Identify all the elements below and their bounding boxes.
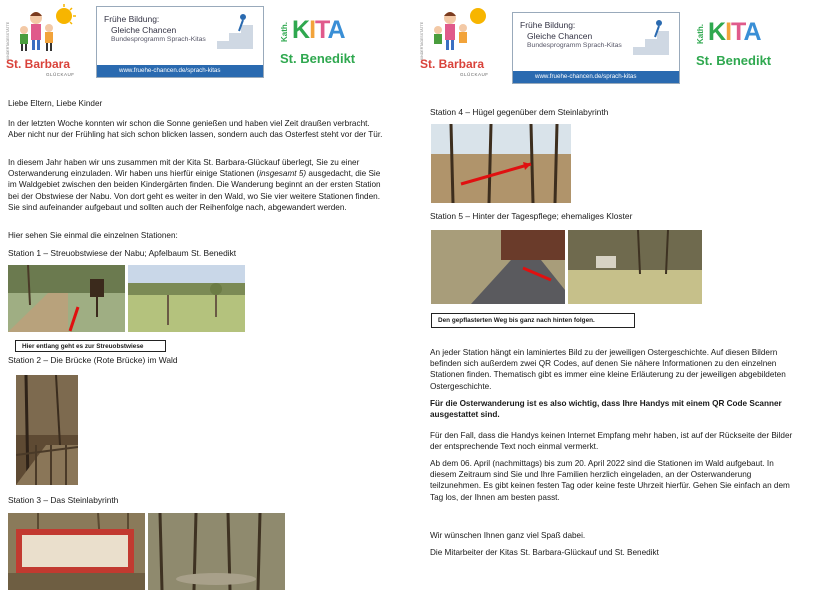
fb-line2: Gleiche Chancen bbox=[111, 25, 177, 35]
kita-name: St. Benedikt bbox=[696, 53, 772, 68]
right-paragraph-2: Für die Osterwanderung ist es also wichtig, dass Ihre Handys mit einem QR Code Scanner ausgestattet sind. bbox=[430, 399, 782, 420]
barbara-name: St. Barbara bbox=[420, 57, 485, 71]
right-paragraph-6: Die Mitarbeiter der Kitas St. Barbara-Glückauf und St. Benedikt bbox=[430, 548, 659, 557]
kita-name: St. Benedikt bbox=[280, 51, 356, 66]
right-paragraph-5: Wir wünschen Ihnen ganz viel Spaß dabei. bbox=[430, 531, 586, 540]
station3-photo-sign bbox=[8, 513, 145, 590]
kita-benedikt-logo-right bbox=[694, 12, 794, 74]
fb-line3: Bundesprogramm Sprach-Kitas bbox=[111, 36, 206, 43]
station3-photo-labyrinth bbox=[148, 513, 285, 590]
kita-benedikt-logo-left bbox=[278, 10, 378, 72]
station1-photo-apple-tree bbox=[128, 265, 245, 332]
station1-note: Hier entlang geht es zur Streuobstwiese bbox=[15, 340, 166, 352]
left-paragraph-3: Hier sehen Sie einmal die einzelnen Stationen: bbox=[8, 231, 178, 240]
fb-line3: Bundesprogramm Sprach-Kitas bbox=[527, 42, 622, 49]
station2-photo-bridge bbox=[16, 375, 78, 485]
barbara-vertical-label: KINDERTAGESSTÄTTE bbox=[6, 21, 10, 60]
kita-kath: Kath. bbox=[280, 22, 289, 42]
children-sun-illustration bbox=[6, 4, 84, 56]
fb-line1: Frühe Bildung: bbox=[104, 14, 160, 24]
barbara-logo-left bbox=[6, 4, 84, 76]
station4-photo-hill bbox=[431, 124, 571, 203]
fb-line1: Frühe Bildung: bbox=[520, 20, 576, 30]
fb-url: www.fruehe-chancen.de/sprach-kitas bbox=[97, 65, 263, 77]
barbara-sub: GLÜCKAUF bbox=[460, 72, 489, 77]
station5-photo-path bbox=[431, 230, 565, 304]
stairs-figure-icon bbox=[631, 17, 675, 61]
station3-caption: Station 3 – Das Steinlabyrinth bbox=[8, 495, 119, 505]
fruehe-bildung-logo-right bbox=[512, 12, 680, 84]
greeting: Liebe Eltern, Liebe Kinder bbox=[8, 99, 103, 108]
barbara-name: St. Barbara bbox=[6, 57, 71, 71]
left-paragraph-2: In diesem Jahr haben wir uns zusammen mit der Kita St. Barbara-Glückauf überlegt, Sie zu einer Osterwanderung einzuladen. Wir haben uns hierfür einige Stationen (insgesamt 5) ausgedacht, die Sie im Waldgebiet zwischen den beiden Kindergärten finden. Die Wanderung beginnt an der ersten Station bei der Obstwiese der Nabu. Von dort geht es weiter in den Wald, wo Sie vier weitere Stationen finden. Sie sind aufeinander aufgebaut und sollten auch der Reihenfolge nach, abgewandert werden. bbox=[8, 158, 381, 212]
station5-caption: Station 5 – Hinter der Tagespflege; ehemaliges Kloster bbox=[430, 211, 633, 221]
right-paragraph-1: An jeder Station hängt ein laminiertes Bild zu der jeweiligen Ostergeschichte. Auf diesen Bildern befinden sich außerdem zwei QR Codes, auf denen Sie nähere Informationen zu den einzelnen Stationen finden. Thematisch gibt es immer eine kleine Erläuterung zu der jeweiligen abgebildeten Ostergeschichte. bbox=[430, 348, 786, 391]
kita-word: KITA bbox=[708, 18, 761, 46]
station4-caption: Station 4 – Hügel gegenüber dem Steinlabyrinth bbox=[430, 107, 609, 117]
station1-photo-path bbox=[8, 265, 125, 332]
fruehe-bildung-logo-left bbox=[96, 6, 264, 78]
kita-kath: Kath. bbox=[696, 24, 705, 44]
station2-caption: Station 2 – Die Brücke (Rote Brücke) im Wald bbox=[8, 355, 178, 365]
right-paragraph-4: Ab dem 06. April (nachmittags) bis zum 20. April 2022 sind die Stationen im Wald aufgebaut. In diesem Zeitraum sind Sie und Ihre Familien herzlich eingeladen, an der Osterwanderung teilzunehmen. Es gibt keinen festen Tag oder keine feste Uhrzeit hierfür. Gehen Sie einfach an dem Tag los, der Ihnen am besten passt. bbox=[430, 459, 790, 502]
station5-photo-meadow bbox=[568, 230, 702, 304]
children-sun-illustration bbox=[420, 4, 498, 56]
fb-line2: Gleiche Chancen bbox=[527, 31, 593, 41]
fb-url: www.fruehe-chancen.de/sprach-kitas bbox=[513, 71, 679, 83]
barbara-sub: GLÜCKAUF bbox=[46, 72, 75, 77]
station1-caption: Station 1 – Streuobstwiese der Nabu; Apfelbaum St. Benedikt bbox=[8, 248, 237, 258]
left-paragraph-1: In der letzten Woche konnten wir schon die Sonne genießen und haben viel Zeit draußen verbracht. Aber nicht nur der Frühling hat sich schon blicken lassen, sondern auch das Osterfest steht vor der Tür. bbox=[8, 119, 383, 140]
kita-word: KITA bbox=[292, 16, 345, 44]
stairs-figure-icon bbox=[215, 11, 259, 55]
station5-note: Den gepflasterten Weg bis ganz nach hinten folgen. bbox=[431, 313, 635, 328]
barbara-vertical-label: KINDERTAGESSTÄTTE bbox=[420, 21, 424, 60]
barbara-logo-right bbox=[420, 4, 498, 76]
right-paragraph-3: Für den Fall, dass die Handys keinen Internet Empfang mehr haben, ist auf der Rückseite der Bilder der entsprechende Text noch einmal vermerkt. bbox=[430, 431, 793, 452]
